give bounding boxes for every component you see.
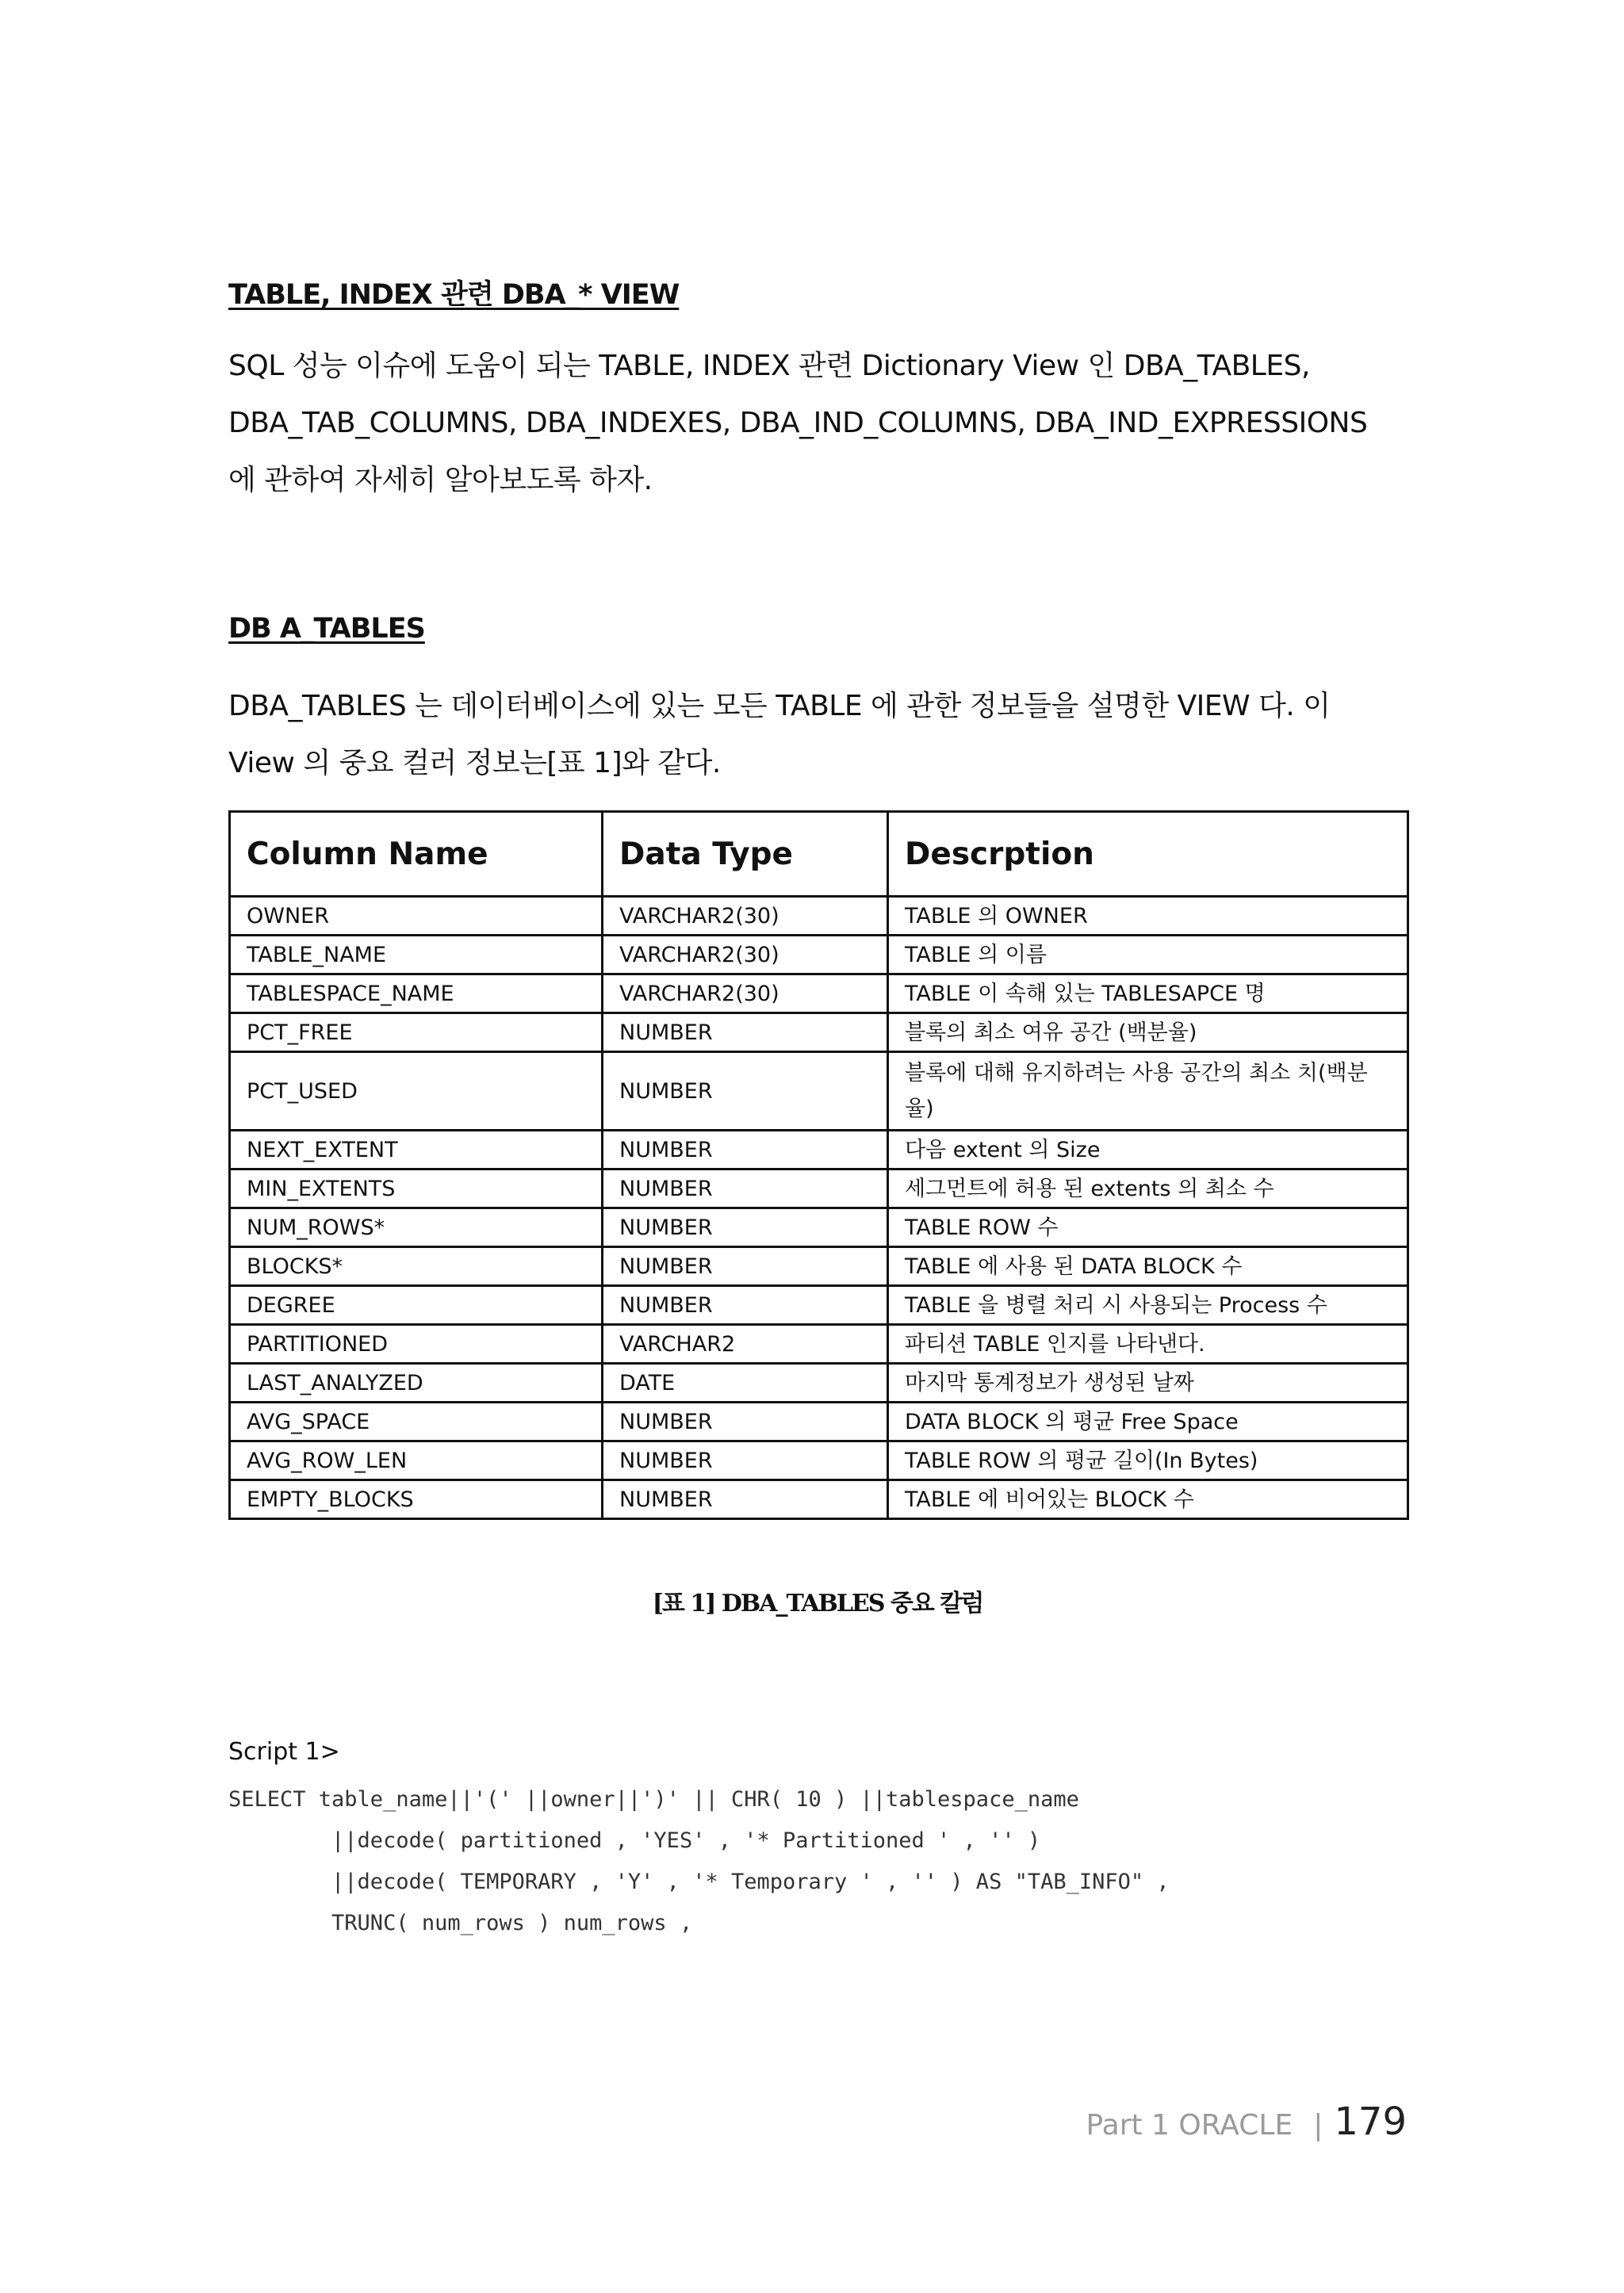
cell-column-name: TABLE_NAME: [230, 936, 603, 974]
cell-column-name: BLOCKS*: [230, 1247, 603, 1286]
cell-description: 파티션 TABLE 인지를 나타낸다.: [888, 1325, 1408, 1364]
code-line: SELECT table_name||'(' ||owner||')' || CHR( 10 ) ||tablespace_name: [228, 1787, 1079, 1812]
cell-description: TABLE ROW 수: [888, 1208, 1408, 1247]
cell-description: TABLE 에 사용 된 DATA BLOCK 수: [888, 1247, 1408, 1286]
cell-description: TABLE 에 비어있는 BLOCK 수: [888, 1480, 1408, 1519]
paragraph-line: DBA_TABLES 는 데이터베이스에 있는 모든 TABLE 에 관한 정보들을 설명한 VIEW 다. 이: [228, 690, 1331, 722]
table-row: [230, 1052, 1408, 1131]
table-row: [230, 936, 1408, 974]
table-row: [230, 1247, 1408, 1286]
cell-description: 세그먼트에 허용 된 extents 의 최소 수: [888, 1169, 1408, 1208]
table-row: [230, 1169, 1408, 1208]
page-number: 179: [1334, 2100, 1407, 2144]
code-line: ||decode( partitioned , 'YES' , '* Partitioned ' , '' ): [228, 1828, 1041, 1853]
cell-data-type: NUMBER: [603, 1169, 888, 1208]
code-line: TRUNC( num_rows ) num_rows ,: [228, 1911, 693, 1935]
table-row: [230, 1286, 1408, 1325]
table-row: [230, 897, 1408, 936]
cell-description: 다음 extent 의 Size: [888, 1131, 1408, 1169]
footer-separator: |: [1313, 2109, 1323, 2142]
table-row: [230, 1131, 1408, 1169]
footer-part-label: Part 1 ORACLE: [1086, 2109, 1293, 2142]
cell-column-name: LAST_ANALYZED: [230, 1364, 603, 1403]
cell-data-type: NUMBER: [603, 1247, 888, 1286]
cell-description: DATA BLOCK 의 평균 Free Space: [888, 1403, 1408, 1441]
cell-data-type: NUMBER: [603, 1131, 888, 1169]
paragraph-line: DBA_TAB_COLUMNS, DBA_INDEXES, DBA_IND_COLUMNS, DBA_IND_EXPRESSIONS: [228, 407, 1368, 439]
cell-column-name: AVG_ROW_LEN: [230, 1441, 603, 1480]
cell-data-type: NUMBER: [603, 1208, 888, 1247]
cell-column-name: TABLESPACE_NAME: [230, 974, 603, 1013]
script-label: Script 1>: [228, 1738, 340, 1766]
cell-data-type: NUMBER: [603, 1013, 888, 1052]
cell-data-type: VARCHAR2: [603, 1325, 888, 1364]
cell-column-name: DEGREE: [230, 1286, 603, 1325]
dba-tables-column-table: [228, 810, 1409, 1520]
cell-data-type: NUMBER: [603, 1403, 888, 1441]
cell-data-type: VARCHAR2(30): [603, 897, 888, 936]
cell-column-name: NUM_ROWS*: [230, 1208, 603, 1247]
table-row: [230, 1480, 1408, 1519]
cell-data-type: NUMBER: [603, 1052, 888, 1131]
table-row: [230, 1013, 1408, 1052]
cell-column-name: MIN_EXTENTS: [230, 1169, 603, 1208]
cell-description: TABLE 이 속해 있는 TABLESAPCE 명: [888, 974, 1408, 1013]
cell-data-type: NUMBER: [603, 1480, 888, 1519]
cell-column-name: PARTITIONED: [230, 1325, 603, 1364]
code-line: ||decode( TEMPORARY , 'Y' , '* Temporary ' , '' ) AS "TAB_INFO" ,: [228, 1870, 1170, 1894]
cell-column-name: PCT_FREE: [230, 1013, 603, 1052]
cell-description: 마지막 통계정보가 생성된 날짜: [888, 1364, 1408, 1403]
table-row: [230, 1208, 1408, 1247]
cell-data-type: NUMBER: [603, 1286, 888, 1325]
cell-column-name: EMPTY_BLOCKS: [230, 1480, 603, 1519]
cell-description: TABLE ROW 의 평균 길이(In Bytes): [888, 1441, 1408, 1480]
paragraph-line: 에 관하여 자세히 알아보도록 하자.: [228, 464, 653, 496]
cell-description: 블록에 대해 유지하려는 사용 공간의 최소 치(백분율): [888, 1052, 1408, 1131]
cell-data-type: NUMBER: [603, 1441, 888, 1480]
table-row: [230, 974, 1408, 1013]
cell-column-name: OWNER: [230, 897, 603, 936]
cell-column-name: PCT_USED: [230, 1052, 603, 1131]
header-data-type: Data Type: [603, 812, 888, 897]
cell-description: 블록의 최소 여유 공간 (백분율): [888, 1013, 1408, 1052]
header-description: Descrption: [888, 812, 1408, 897]
intro-paragraph: [228, 338, 1418, 509]
cell-column-name: NEXT_EXTENT: [230, 1131, 603, 1169]
paragraph-line: View 의 중요 컬러 정보는[표 1]와 같다.: [228, 747, 721, 779]
table-row: [230, 1441, 1408, 1480]
cell-data-type: DATE: [603, 1364, 888, 1403]
table-header-row: [230, 812, 1408, 897]
cell-data-type: VARCHAR2(30): [603, 936, 888, 974]
cell-data-type: VARCHAR2(30): [603, 974, 888, 1013]
section-heading-dba-views: TABLE, INDEX 관련 DBA_* VIEW: [228, 279, 680, 311]
header-column-name: Column Name: [230, 812, 603, 897]
table-row: [230, 1364, 1408, 1403]
table-row: [230, 1325, 1408, 1364]
cell-column-name: AVG_SPACE: [230, 1403, 603, 1441]
cell-description: TABLE 을 병렬 처리 시 사용되는 Process 수: [888, 1286, 1408, 1325]
cell-description: TABLE 의 OWNER: [888, 897, 1408, 936]
cell-description: TABLE 의 이름: [888, 936, 1408, 974]
table-caption: [표 1] DBA_TABLES 중요 칼럼: [652, 1590, 983, 1617]
dba-tables-paragraph: [228, 678, 1418, 792]
section-heading-dba-tables: DB A_TABLES: [228, 613, 425, 645]
paragraph-line: SQL 성능 이슈에 도움이 되는 TABLE, INDEX 관련 Dictionary View 인 DBA_TABLES,: [228, 350, 1310, 382]
table-row: [230, 1403, 1408, 1441]
sql-code-block: [228, 1779, 1170, 1944]
page-footer: [1086, 2100, 1407, 2144]
